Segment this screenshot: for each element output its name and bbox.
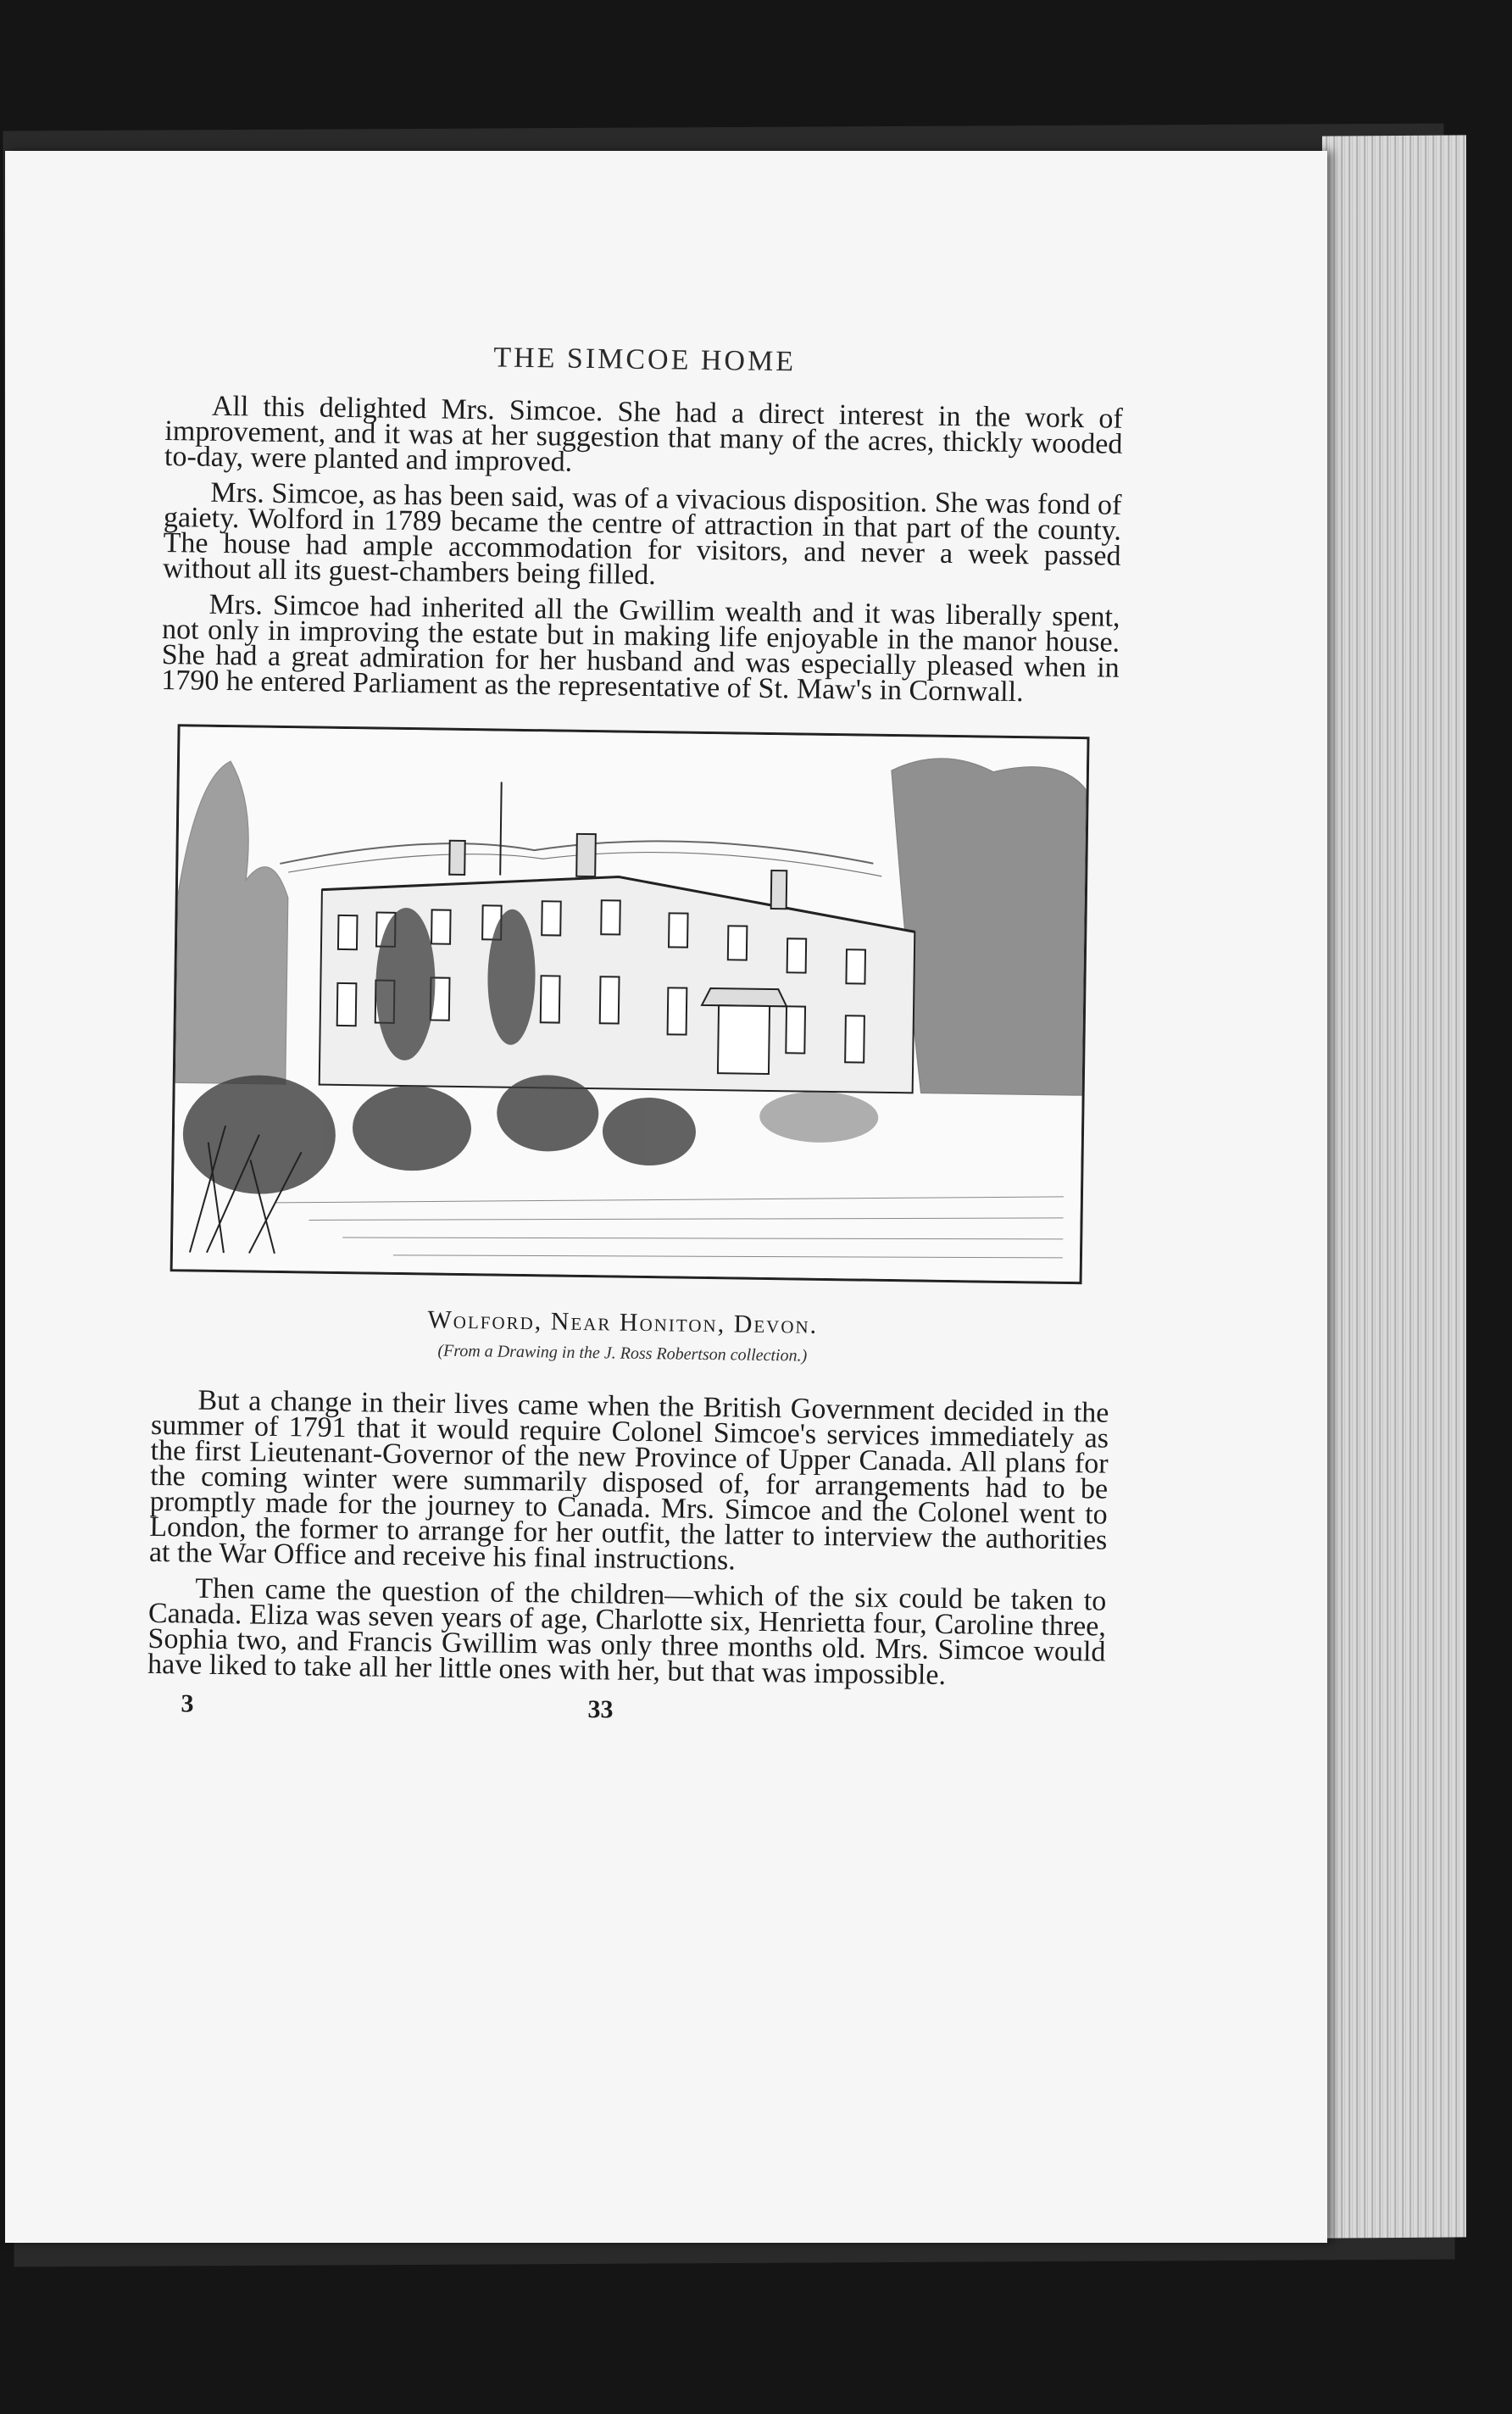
book-page bbox=[5, 151, 1327, 2243]
text-after-figure bbox=[147, 1384, 1109, 1691]
running-head: THE SIMCOE HOME bbox=[493, 342, 797, 378]
paragraph-4: But a change in their lives came when the British Government decided in the summer of 1791 that it would require Colonel Simcoe's services immediately as the first Lieutenant-Governor of the new Province of Upper Canada. All plans for the coming winter were summarily disposed of, for arrangements had to be promptly made for the journey to Canada. Mrs. Simcoe and the Colonel went to London, the former to arrange for her outfit, the latter to interview the authorities at the War Office and receive his final instructions. bbox=[148, 1384, 1109, 1577]
figure-credit: (From a Drawing in the J. Ross Robertson collection.) bbox=[437, 1341, 808, 1366]
paragraph-5: Then came the question of the children—which of the six could be taken to Canada. Eliza was seven years of age, Charlotte six, Henrietta four, Caroline three, Sophia two, and Francis Gwillim was only three months old. Mrs. Simcoe would have liked to take all her little ones with her, but that was impossible. bbox=[147, 1572, 1107, 1691]
figure bbox=[169, 724, 1084, 1370]
paragraph-1: All this delighted Mrs. Simcoe. She had a direct interest in the work of improvement, and it was at her suggestion that many of the acres, thickly wooded to-day, were planted and improved. bbox=[164, 390, 1124, 478]
figure-caption: Wolford, Near Honiton, Devon. bbox=[427, 1305, 819, 1339]
page-footer bbox=[147, 1689, 1104, 1737]
page-number: 33 bbox=[587, 1695, 614, 1724]
page-content bbox=[147, 337, 1124, 1737]
paragraph-2: Mrs. Simcoe, as has been said, was of a vivacious disposition. She was fond of gaiety. Wolford in 1789 became the centre of attraction in that part of the county. The house had ample accommodation for visitors, and never a week passed without all its guest-chambers being filled. bbox=[162, 476, 1122, 592]
house-engraving-illustration bbox=[170, 724, 1090, 1284]
book-page-edges bbox=[1322, 135, 1466, 2238]
signature-mark: 3 bbox=[181, 1689, 194, 1718]
paragraph-3: Mrs. Simcoe had inherited all the Gwillim wealth and it was liberally spent, not only in improving the estate but in making life enjoyable in the manor house. She had a great admiration for her husband and was especially pleased when in 1790 he entered Parliament as the representative of St. Maw's in Cornwall. bbox=[161, 588, 1120, 709]
